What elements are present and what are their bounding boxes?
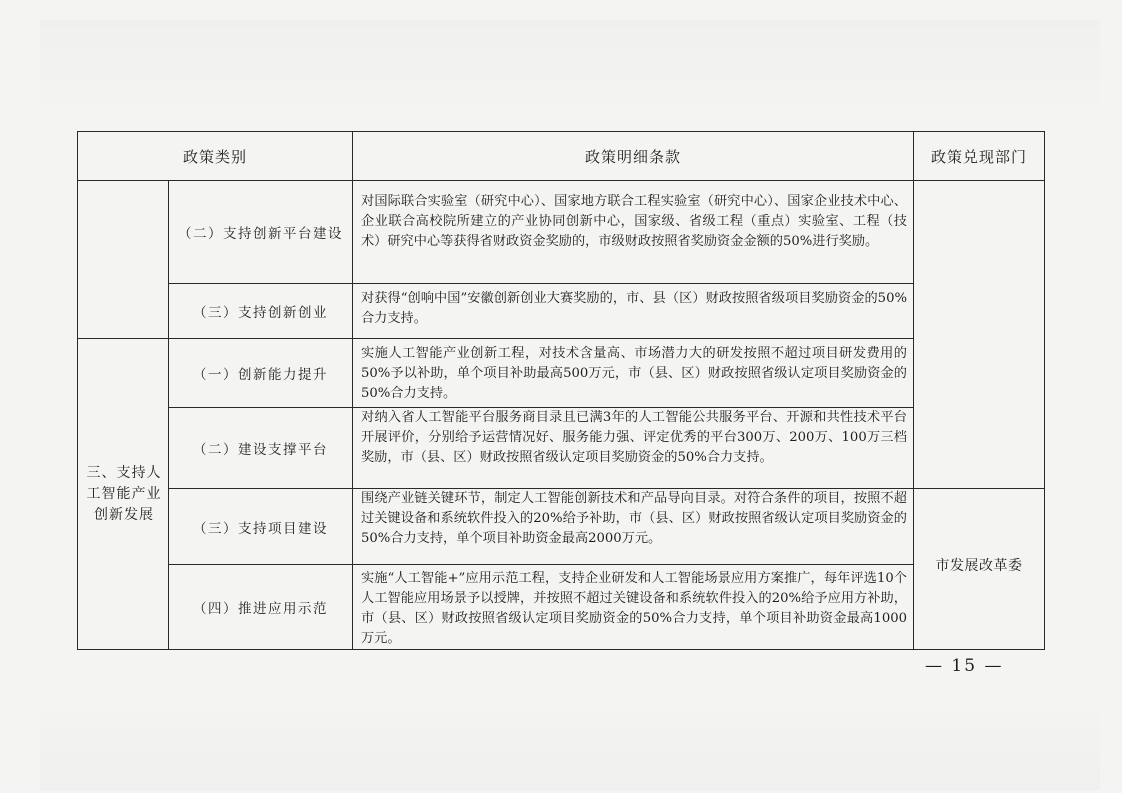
header-details-cell (353, 132, 913, 180)
policy-detail: 对纳入省人工智能平台服务商目录且已满3年的人工智能公共服务平台、开源和共性技术平台开展评价，分别给予运营情况好、服务能力强、评定优秀的平台300万、200万、100万三档奖励，市（县、区）财政按照省级认定项目奖励资金的50%合力支持。 (361, 410, 907, 465)
header-category-cell (78, 132, 352, 180)
policy-detail: 对国际联合实验室（研究中心）、国家地方联合工程实验室（研究中心）、国家企业技术中心、企业联合高校院所建立的产业协同创新中心，国家级、省级工程（重点）实验室、工程（技术）研究中心等获得省财政资金奖励的，市级财政按照省奖励资金金额的50%进行奖励。 (361, 194, 907, 249)
policy-detail: 围绕产业链关键环节，制定人工智能创新技术和产品导向目录。对符合条件的项目，按照不超过关键设备和系统软件投入的20%给予补助，市（县、区）财政按照省级认定项目奖励资金的50%合力支持，单个项目补助资金最高2000万元。 (361, 491, 907, 546)
subcategory-cell (169, 339, 352, 407)
subcategory-application-demo: （四）推进应用示范 (193, 601, 328, 617)
department-cell (914, 489, 1044, 649)
subcategory-cell (169, 284, 352, 338)
scan-shadow-bottom (40, 700, 1100, 790)
subcategory-innovation-platform: （二）支持创新平台建设 (178, 226, 343, 242)
header-department: 政策兑现部门 (930, 147, 1027, 166)
header-department-cell (914, 132, 1044, 180)
subcategory-project-construction: （三）支持项目建设 (193, 520, 328, 537)
subcategory-support-platform: （二）建设支撑平台 (193, 442, 328, 458)
table-border-right (1044, 131, 1045, 650)
subcategory-cell (169, 181, 352, 283)
subcategory-innovation-entrepreneurship: （三）支持创新创业 (193, 305, 328, 321)
policy-detail: 实施“人工智能+”应用示范工程，支持企业研发和人工智能场景应用方案推广，每年评选10个人工智能应用场景予以授牌，并按照不超过关键设备和系统软件投入的20%给予应用方补助，市（县、区）财政按照省级认定项目奖励资金的50%合力支持，单个项目补助资金最高1000万元。 (361, 571, 907, 646)
section-category-title: 三、支持人工智能产业创新发展 (86, 464, 162, 523)
subcategory-cell (169, 489, 352, 564)
policy-detail: 对获得“创响中国”安徽创新创业大赛奖励的，市、县（区）财政按照省级项目奖励资金的50%合力支持。 (361, 291, 907, 326)
department-name: 市发展改革委 (935, 558, 1023, 574)
subcategory-cell (169, 565, 352, 649)
policy-detail: 实施人工智能产业创新工程，对技术含量高、市场潜力大的研发按照不超过项目研发费用的50%予以补助，单个项目补助最高500万元，市（县、区）财政按照省级认定项目奖励资金的50%合力支持。 (361, 346, 907, 401)
table-border-left (77, 131, 78, 650)
section-category-cell (80, 339, 168, 649)
header-details: 政策明细条款 (584, 147, 681, 166)
subcategory-innovation-capability: （一）创新能力提升 (193, 367, 328, 383)
header-category: 政策类别 (182, 147, 247, 166)
table-border-bottom (77, 649, 1045, 650)
scan-shadow-top (40, 20, 1100, 120)
subcategory-cell (169, 408, 352, 488)
page-number: — 15 — (925, 656, 1004, 676)
